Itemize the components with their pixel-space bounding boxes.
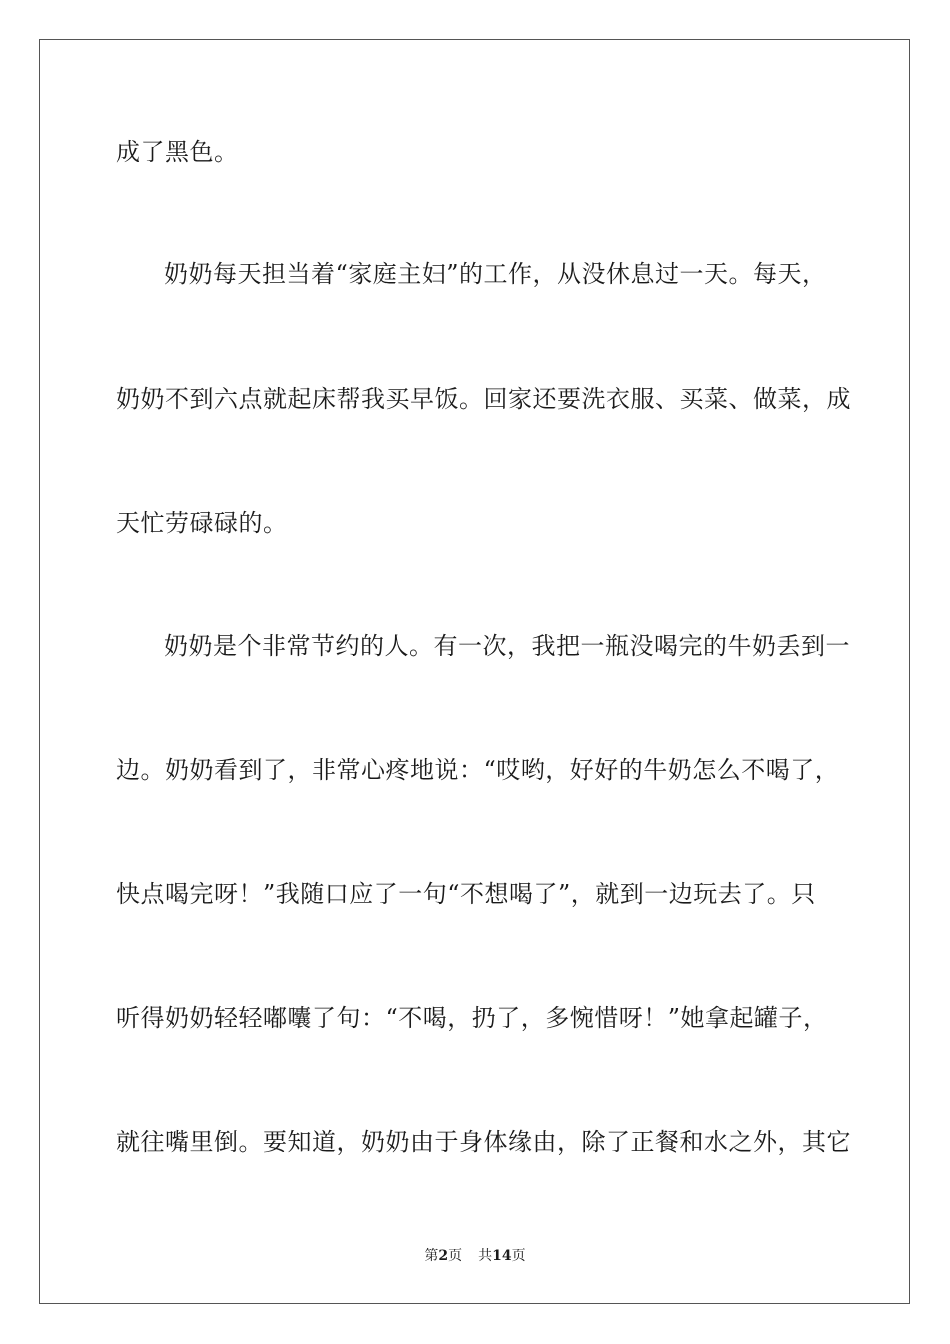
total-pages: 14 bbox=[492, 1248, 512, 1264]
text-line-8: 听得奶奶轻轻嘟囔了句：“不喝，扔了，多惋惜呀！”她拿起罐子， bbox=[116, 1004, 828, 1032]
text-line-2: 奶奶每天担当着“家庭主妇”的工作，从没休息过一天。每天， bbox=[164, 260, 827, 288]
page-footer bbox=[0, 1247, 950, 1265]
page-suffix: 页 bbox=[448, 1248, 463, 1264]
text-line-6: 边。奶奶看到了，非常心疼地说：“哎哟，好好的牛奶怎么不喝了， bbox=[116, 756, 840, 784]
text-line-7: 快点喝完呀！”我随口应了一句“不想喝了”，就到一边玩去了。只 bbox=[116, 880, 816, 908]
page-number: 2 bbox=[438, 1248, 449, 1264]
text-line-9: 就往嘴里倒。要知道，奶奶由于身体缘由，除了正餐和水之外，其它 bbox=[116, 1128, 851, 1156]
page-frame bbox=[39, 39, 910, 1304]
total-suffix: 页 bbox=[511, 1248, 526, 1264]
total-prefix: 共 bbox=[478, 1248, 493, 1264]
text-line-1: 成了黑色。 bbox=[116, 138, 239, 166]
text-line-3: 奶奶不到六点就起床帮我买早饭。回家还要洗衣服、买菜、做菜，成 bbox=[116, 385, 851, 413]
text-line-5: 奶奶是个非常节约的人。有一次，我把一瓶没喝完的牛奶丢到一 bbox=[164, 632, 850, 660]
page-prefix: 第 bbox=[424, 1248, 439, 1264]
text-line-4: 天忙劳碌碌的。 bbox=[116, 509, 288, 537]
